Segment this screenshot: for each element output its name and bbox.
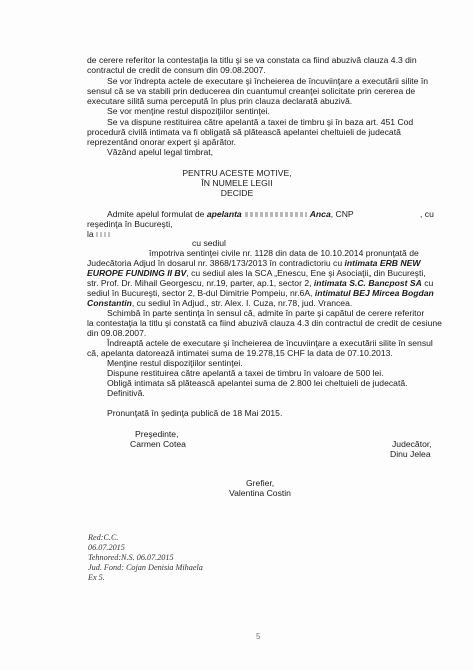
paragraph3-line1: Se va dispune restituirea către apelantă a taxei de timbru şi în baza art. 451 Cod bbox=[107, 117, 414, 127]
redacted-address bbox=[96, 232, 110, 237]
decision-line-12: Menţine restul dispoziţiilor sentinţei. bbox=[107, 358, 243, 368]
cnp-label: , CNP bbox=[330, 209, 354, 219]
paragraph3-line3: reprezentând onorar expert şi apărător. bbox=[87, 137, 237, 147]
decision-line-11: că, apelanta datorează intimatei suma de 19.278,15 CHF la data de 07.10.2013. bbox=[87, 348, 393, 358]
admite-cu: , cu bbox=[420, 209, 434, 219]
admite-line bbox=[107, 209, 354, 219]
redacted-name bbox=[245, 212, 307, 217]
footer-red: Red:C.C. bbox=[88, 533, 119, 542]
vazand-line: Văzând apelul legal timbrat, bbox=[107, 147, 214, 157]
footer-tehnored: Tehnored:N.S. 06.07.2015 bbox=[88, 553, 174, 562]
decision-line-1: împotriva sentinţei civile nr. 1128 din data de 10.10.2014 pronunţată de bbox=[149, 248, 419, 258]
judecator-title: Judecător, bbox=[392, 439, 432, 449]
admite-prefix: Admite apelul formulat de bbox=[107, 209, 205, 219]
page-number: 5 bbox=[256, 632, 261, 641]
paragraph1-line2: contractul de credit de consum din 09.08.2007. bbox=[87, 65, 266, 75]
decision-line-4: str. Prof. Dr. Mihail Georgescu, nr.19, parter, ap.1, sector 2, intimata S.C. Bancpost SA cu bbox=[87, 278, 434, 288]
presedinte-name: Carmen Cotea bbox=[130, 439, 186, 449]
decision-line-3: EUROPE FUNDING II BV, cu sediul ales la SCA „Enescu, Ene şi Asociaţii„ din Bucureşti, bbox=[87, 268, 426, 278]
heading-line2: ÎN NUMELE LEGII bbox=[201, 178, 273, 188]
apelanta-name: Anca bbox=[309, 209, 331, 219]
paragraph1-line1: de cerere referitor la contestaţia la titlu şi se va constata ca fiind abuzivă clauza 4.3 din bbox=[87, 55, 417, 65]
heading-line1: PENTRU ACESTE MOTIVE, bbox=[182, 168, 292, 178]
grefier-name: Valentina Costin bbox=[229, 488, 291, 498]
paragraph2-line3: executare silită suma percepută în plus prin clauza declarată abuzivă. bbox=[87, 96, 353, 106]
mentine-line: Se vor menţine restul dispoziţiilor sentinţei. bbox=[107, 106, 270, 116]
decision-line-2: Judecătoria Adjud în dosarul nr. 3868/173/2013 în contradictoriu cu intimata ERB NEW bbox=[87, 258, 421, 268]
decision-line-6: Constantin, cu sediul în Adjud., str. Alex. I. Cuza, nr.78, jud. Vrancea. bbox=[87, 298, 353, 308]
decision-line-7: Schimbă în parte sentinţa în sensul că, admite în parte şi capătul de cerere referitor bbox=[107, 308, 425, 318]
apelanta-label: apelanta bbox=[206, 209, 242, 219]
resedinta-line: reşedinţa în Bucureşti, bbox=[87, 219, 173, 229]
decision-line-13: Dispune restituirea către apelantă a taxei de timbru în valoare de 500 lei. bbox=[107, 368, 384, 378]
decision-line-8: la contestaţia la titlu şi constată ca fiind abuzivă clauza 4.3 din contractul de credit de cesiune bbox=[87, 318, 442, 328]
heading-line3: DECIDE bbox=[220, 188, 254, 198]
decision-line-5: sediul în Bucureşti, sector 2, B-dul Dimitrie Pompeiu, nr.6A, intimatul BEJ Mircea Bogdan bbox=[87, 288, 434, 298]
decision-line-15: Definitivă. bbox=[107, 388, 145, 398]
pronuntata-line: Pronunţată în şedinţa publică de 18 Mai 2015. bbox=[107, 408, 283, 418]
la-line bbox=[87, 229, 110, 239]
grefier-title: Grefier, bbox=[246, 478, 275, 488]
paragraph3-line2: procedură civilă intimata va fi obligată să plătească apelantei cheltuieli de judecată bbox=[87, 127, 401, 137]
paragraph2-line1: Se vor îndrepta actele de executare şi încheierea de încuviinţare a executării silite în bbox=[107, 76, 429, 86]
footer-jud-fond: Jud. Fond: Cojan Denisia Mihaela bbox=[88, 563, 203, 572]
cu-sediul-line: cu sediul bbox=[192, 238, 226, 248]
paragraph2-line2: sensul că se va stabili prin deducerea din cuantumul creanţei solicitate prin cererea de bbox=[87, 86, 416, 96]
judecator-name: Dinu Jelea bbox=[390, 449, 431, 459]
presedinte-title: Preşedinte, bbox=[135, 429, 179, 439]
decision-line-10: Îndreaptă actele de executare şi încheierea de încuviinţare a executării silite în sensul bbox=[107, 338, 433, 348]
footer-ex: Ex 5. bbox=[88, 573, 105, 582]
decision-line-14: Obligă intimata să plătească apelantei suma de 2.800 lei cheltuieli de judecată. bbox=[107, 378, 408, 388]
decision-line-9: din 09.08.2007. bbox=[87, 328, 147, 338]
footer-date: 06.07.2015 bbox=[88, 543, 125, 552]
la-label: la bbox=[87, 229, 94, 239]
